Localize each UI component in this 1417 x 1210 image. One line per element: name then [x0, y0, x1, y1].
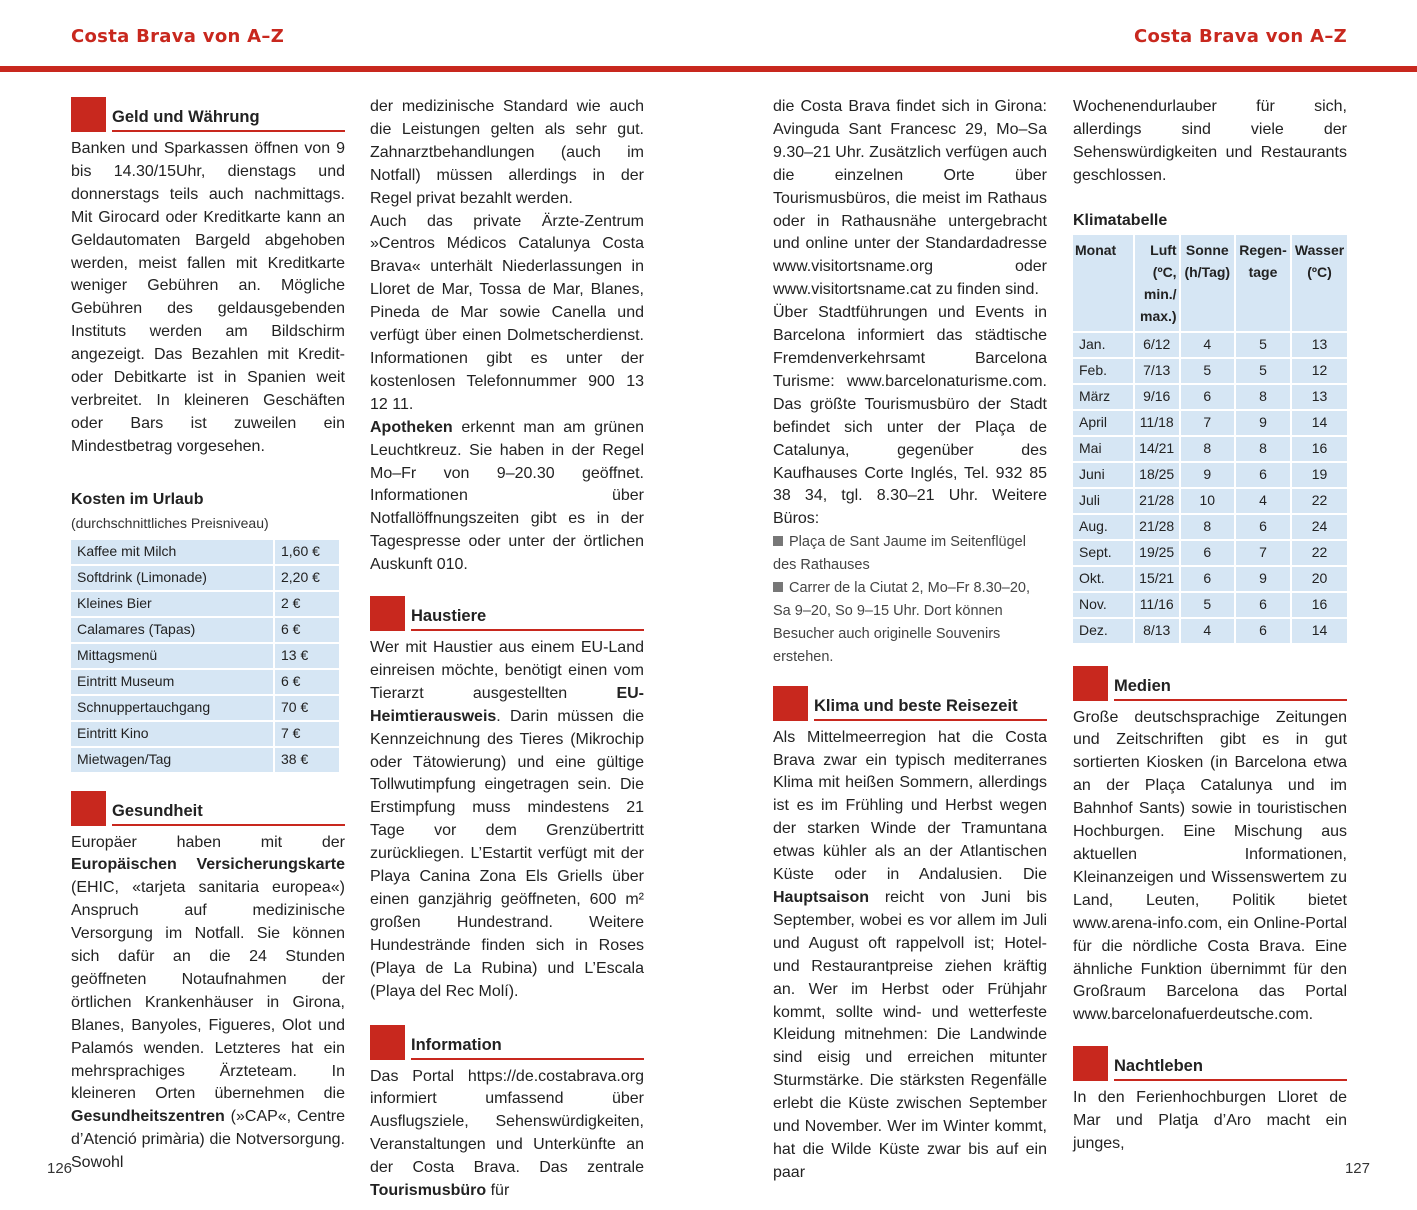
page-number-right: 127 — [1344, 1160, 1370, 1177]
table-row — [1073, 437, 1347, 461]
klima-text: Als Mittelmeerregion hat die Costa Brava zwar ein typisch mediterranes Klima mit heißen Sommern, allerdings ist es im Frühling und Herbst wegen der starken Winde der Tramuntana etwas kühler als an der Atlantischen Küste oder in Andalusien. Die Hauptsaison reicht von Juni bis September, wobei es vor allem im Juli und August oft rappelvoll ist; Hotel- und Restaurantpreise ziehen kräftig an. Wer im Herbst oder Frühjahr kommt, sollte wind- und wetterfeste Kleidung mitnehmen: Die Landwinde sind eisig und erreichen mitunter Sturmstärke. Die stärksten Regenfälle erlebt die Küste zwischen September und November. Wer im Winter kommt, hat die Wilde Küste zwar bis auf ein paar — [773, 728, 1047, 1181]
section-title: Medien — [1114, 676, 1347, 701]
table-cell: 5 — [1181, 593, 1234, 617]
section-marker-icon — [370, 596, 405, 631]
table-cell: April — [1073, 411, 1133, 435]
column-header: Regen-tage — [1236, 235, 1290, 331]
table-cell: 5 — [1236, 333, 1290, 357]
gesundheit-text: Europäer haben mit der Europäischen Versicherungskarte (EHIC, «tarjeta sanitaria europea«) Anspruch auf medizinische Versorgung im Notfall. Sie können sich dafür an die 24 Stunden geöffneten Notaufnahmen der örtlichen Krankenhäuser in Girona, Blanes, Banyoles, Figueres, Olot und Palamós wenden. Letzteres hat ein mehrsprachiges Ärzteteam. In kleineren Orten übernehmen die Gesundheitszentren (»CAP«, Centre d’Atenció primària) die Notversorgung. Sowohl — [71, 833, 345, 1172]
cost-item: Mittagsmenü — [71, 644, 273, 668]
section-marker-icon — [1073, 1046, 1108, 1081]
table-cell: 9 — [1236, 411, 1290, 435]
cost-item: Eintritt Museum — [71, 670, 273, 694]
column-header: Wasser (ºC) — [1292, 235, 1347, 331]
list-item: Plaça de Sant Jaume im Seitenflügel des Rathauses — [773, 534, 1026, 574]
table-cell: 8 — [1236, 437, 1290, 461]
table-cell: 19 — [1292, 463, 1347, 487]
cost-item: Softdrink (Limonade) — [71, 566, 273, 590]
table-cell: 22 — [1292, 541, 1347, 565]
table-row — [71, 540, 339, 564]
cost-price: 6 € — [275, 670, 339, 694]
table-cell: 6 — [1181, 567, 1234, 591]
table-cell: Mai — [1073, 437, 1133, 461]
cost-price: 2 € — [275, 592, 339, 616]
apotheken-text: Apotheken erkennt man am grünen Leuchtkreuz. Sie haben in der Regel Mo–Fr von 9–20.30 geöffnet. Informationen über Notfallöffnungszeiten gibt es in der Tagespresse oder unter der örtlichen Auskunft 010. — [370, 418, 644, 574]
medien-text: Große deutschsprachige Zeitungen und Zeitschriften gibt es in gut sortierten Kiosken (in Barcelona etwa an der Plaça Catalunya und im Bahnhof Sants) sowie in touristischen Hochburgen. Eine Mischung aus aktuellen Informationen, Kleinanzeigen und Wissenswertem zu Land, Leuten, Politik bietet www.arena-info.com, ein Online-Portal für die nördliche Costa Brava. Eine ähnliche Funktion übernimmt für den Großraum Barcelona das Portal www.barcelonafuerdeutsche.com. — [1073, 708, 1347, 1024]
section-title: Haustiere — [411, 606, 644, 631]
table-cell: 7/13 — [1135, 359, 1179, 383]
cost-price: 6 € — [275, 618, 339, 642]
klima-text-cont: Wochenendurlauber für sich, allerdings sind viele der Sehenswürdigkeiten und Restaurants geschlossen. — [1073, 98, 1347, 184]
table-row — [1073, 463, 1347, 487]
table-cell: 9 — [1181, 463, 1234, 487]
table-cell: 24 — [1292, 515, 1347, 539]
table-cell: 6 — [1236, 463, 1290, 487]
table-cell: Sept. — [1073, 541, 1133, 565]
table-cell: 13 — [1292, 333, 1347, 357]
table-cell: 14/21 — [1135, 437, 1179, 461]
table-cell: 11/16 — [1135, 593, 1179, 617]
section-header-gesundheit — [71, 790, 345, 826]
cost-price: 2,20 € — [275, 566, 339, 590]
section-marker-icon — [1073, 666, 1108, 701]
kosten-title: Kosten im Urlaub — [71, 490, 204, 508]
table-cell: Aug. — [1073, 515, 1133, 539]
column-header: Luft (ºC, min./ max.) — [1135, 235, 1179, 331]
table-row — [1073, 489, 1347, 513]
klimatabelle — [1071, 233, 1349, 645]
table-cell: 8 — [1181, 437, 1234, 461]
table-cell: Nov. — [1073, 593, 1133, 617]
klimatabelle-title: Klimatabelle — [1073, 211, 1168, 229]
table-cell: 9 — [1236, 567, 1290, 591]
page-number-left: 126 — [47, 1160, 73, 1177]
table-cell: 4 — [1236, 489, 1290, 513]
table-row — [1073, 515, 1347, 539]
list-item: Carrer de la Ciutat 2, Mo–Fr 8.30–20, Sa 9–20, So 9–15 Uhr. Dort können Besucher auch originelle Souvenirs erstehen. — [773, 580, 1030, 665]
table-cell: 6 — [1236, 593, 1290, 617]
cost-item: Kleines Bier — [71, 592, 273, 616]
column-2 — [370, 96, 644, 1203]
section-header-medien — [1073, 665, 1347, 701]
cost-item: Mietwagen/Tag — [71, 748, 273, 772]
table-cell: 9/16 — [1135, 385, 1179, 409]
cost-item: Kaffee mit Milch — [71, 540, 273, 564]
section-marker-icon — [71, 97, 106, 132]
gesundheit-text-cont: der medizinische Standard wie auch die Leistungen gelten als sehr gut. Zahnarztbehandlungen (auch im Notfall) müssen allerdings in der Regel privat bezahlt werden. — [370, 98, 644, 207]
table-cell: 8 — [1181, 515, 1234, 539]
table-row — [1073, 593, 1347, 617]
cost-item: Schnuppertauchgang — [71, 696, 273, 720]
table-cell: Feb. — [1073, 359, 1133, 383]
table-row — [1073, 359, 1347, 383]
cost-price: 7 € — [275, 722, 339, 746]
table-row — [1073, 541, 1347, 565]
table-row — [1073, 619, 1347, 643]
column-4 — [1073, 96, 1347, 1156]
table-cell: 14 — [1292, 411, 1347, 435]
table-row — [1073, 567, 1347, 591]
cost-price: 1,60 € — [275, 540, 339, 564]
table-cell: 5 — [1236, 359, 1290, 383]
table-row — [71, 618, 339, 642]
section-header-information — [370, 1024, 644, 1060]
table-cell: 21/28 — [1135, 515, 1179, 539]
section-title: Geld und Währung — [112, 107, 345, 132]
table-cell: 5 — [1181, 359, 1234, 383]
table-cell: 6/12 — [1135, 333, 1179, 357]
table-cell: Juli — [1073, 489, 1133, 513]
section-title: Information — [411, 1035, 644, 1060]
section-title: Klima und beste Reisezeit — [814, 696, 1047, 721]
section-marker-icon — [71, 791, 106, 826]
cost-price: 70 € — [275, 696, 339, 720]
table-cell: 6 — [1181, 385, 1234, 409]
haustiere-text: Wer mit Haustier aus einem EU-Land einreisen möchte, benötigt einen vom Tierarzt ausgestellten EU-Heimtierausweis. Darin müssen die Kennzeichnung des Tieres (Mikrochip oder Tätowierung) und eine gültige Tollwutimpfung eingetragen sein. Die Erstimpfung muss mindestens 21 Tage vor dem Grenzübertritt zurückliegen. L’Estartit verfügt mit der Playa Canina Zona Els Griells über einen ganzjährig geöffneten, 600 m² großen Hundestrand. Weitere Hundestrände finden sich in Roses (Playa de La Rubina) und L’Escala (Playa del Rec Molí). — [370, 639, 644, 1000]
information-text: Das Portal https://de.costabrava.org informiert umfassend über Ausflugsziele, Sehenswürdigkeiten, Veranstaltungen und Unterkünfte an der Costa Brava. Das zentrale Tourismusbüro für — [370, 1067, 644, 1200]
table-row — [71, 592, 339, 616]
information-text-cont: die Costa Brava findet sich in Girona: Avinguda Sant Francesc 29, Mo–Sa 9.30–21 Uhr. Zusätzlich verfügen auch die einzelnen Orte über Tourismusbüros, die meist im Rathaus oder in Rathausnähe untergebracht und online unter der Standardadresse www.visitortsname.org oder www.visitortsname.cat zu finden sind. — [773, 98, 1047, 299]
kosten-subtitle: (durchschnittliches Preisniveau) — [71, 514, 269, 531]
column-1 — [71, 96, 345, 1175]
bullet-square-icon — [773, 536, 783, 546]
table-cell: 8 — [1236, 385, 1290, 409]
column-3 — [773, 96, 1047, 1185]
column-header: Sonne (h/Tag) — [1181, 235, 1234, 331]
cost-price: 38 € — [275, 748, 339, 772]
section-marker-icon — [773, 686, 808, 721]
table-cell: 6 — [1236, 619, 1290, 643]
running-head-right: Costa Brava von A–Z — [1133, 26, 1347, 47]
table-cell: Okt. — [1073, 567, 1133, 591]
table-cell: 22 — [1292, 489, 1347, 513]
table-cell: 4 — [1181, 333, 1234, 357]
table-row — [1073, 385, 1347, 409]
table-row — [71, 566, 339, 590]
table-row — [71, 670, 339, 694]
kosten-table — [69, 538, 341, 774]
table-cell: 6 — [1236, 515, 1290, 539]
table-cell: 21/28 — [1135, 489, 1179, 513]
section-title: Gesundheit — [112, 801, 345, 826]
running-head-left: Costa Brava von A–Z — [71, 26, 285, 47]
table-row — [1073, 333, 1347, 357]
table-cell: 11/18 — [1135, 411, 1179, 435]
table-row — [71, 748, 339, 772]
table-cell: 16 — [1292, 593, 1347, 617]
table-cell: 16 — [1292, 437, 1347, 461]
information-bullet-list — [773, 531, 1047, 668]
table-cell: 13 — [1292, 385, 1347, 409]
section-title: Nachtleben — [1114, 1056, 1347, 1081]
table-row — [71, 722, 339, 746]
table-cell: 10 — [1181, 489, 1234, 513]
table-cell: 6 — [1181, 541, 1234, 565]
table-cell: 19/25 — [1135, 541, 1179, 565]
column-header: Monat — [1073, 235, 1133, 331]
table-cell: Dez. — [1073, 619, 1133, 643]
section-header-geld — [71, 96, 345, 132]
table-cell: 18/25 — [1135, 463, 1179, 487]
table-cell: Juni — [1073, 463, 1133, 487]
table-cell: 12 — [1292, 359, 1347, 383]
section-header-klima — [773, 685, 1047, 721]
table-row — [71, 644, 339, 668]
nachtleben-text: In den Ferienhochburgen Lloret de Mar und Platja d’Aro macht ein junges, — [1073, 1089, 1347, 1153]
table-row — [1073, 411, 1347, 435]
table-cell: 15/21 — [1135, 567, 1179, 591]
table-cell: 20 — [1292, 567, 1347, 591]
section-marker-icon — [370, 1025, 405, 1060]
table-row — [71, 696, 339, 720]
section-header-haustiere — [370, 595, 644, 631]
cost-item: Eintritt Kino — [71, 722, 273, 746]
information-barcelona-text: Über Stadtführungen und Events in Barcelona informiert das städtische Fremdenverkehrsamt Barcelona Turisme: www.barcelonaturisme.com. Das größte Tourismusbüro der Stadt befindet sich unter der Plaça de Catalunya, gegenüber des Kaufhauses Corte Inglés, Tel. 932 85 38 34, tgl. 8.30–21 Uhr. Weitere Büros: — [773, 304, 1047, 528]
table-cell: Jan. — [1073, 333, 1133, 357]
section-header-nachtleben — [1073, 1045, 1347, 1081]
table-cell: 7 — [1181, 411, 1234, 435]
table-cell: 8/13 — [1135, 619, 1179, 643]
cost-price: 13 € — [275, 644, 339, 668]
table-cell: 7 — [1236, 541, 1290, 565]
cost-item: Calamares (Tapas) — [71, 618, 273, 642]
table-cell: März — [1073, 385, 1133, 409]
gesundheit-aerzte-text: Auch das private Ärzte-Zentrum »Centros Médicos Catalunya Costa Brava« unterhält Niederlassungen in Lloret de Mar, Tossa de Mar, Blanes, Pineda de Mar sowie Canella und verfügt über einen Dolmetscherdienst. Informationen gibt es unter der kostenlosen Telefonnummer 900 13 12 11. — [370, 212, 644, 413]
bullet-square-icon — [773, 582, 783, 592]
table-cell: 14 — [1292, 619, 1347, 643]
header-rule — [0, 66, 1417, 72]
table-cell: 4 — [1181, 619, 1234, 643]
geld-text: Banken und Sparkassen öffnen von 9 bis 14.30/15Uhr, dienstags und donnerstags teils auch nachmittags. Mit Girocard oder Kreditkarte kann an Geldautomaten Bargeld abgehoben werden, meist fallen mit Kreditkarte weniger Gebühren an. Mögliche Gebühren des geldausgebenden Instituts werden am Bildschirm angezeigt. Das Bezahlen mit Kredit- oder Debitkarte ist in Spanien weit verbreitet. In kleineren Geschäften oder Bars ist zuweilen ein Mindestbetrag vorgesehen. — [71, 140, 345, 455]
